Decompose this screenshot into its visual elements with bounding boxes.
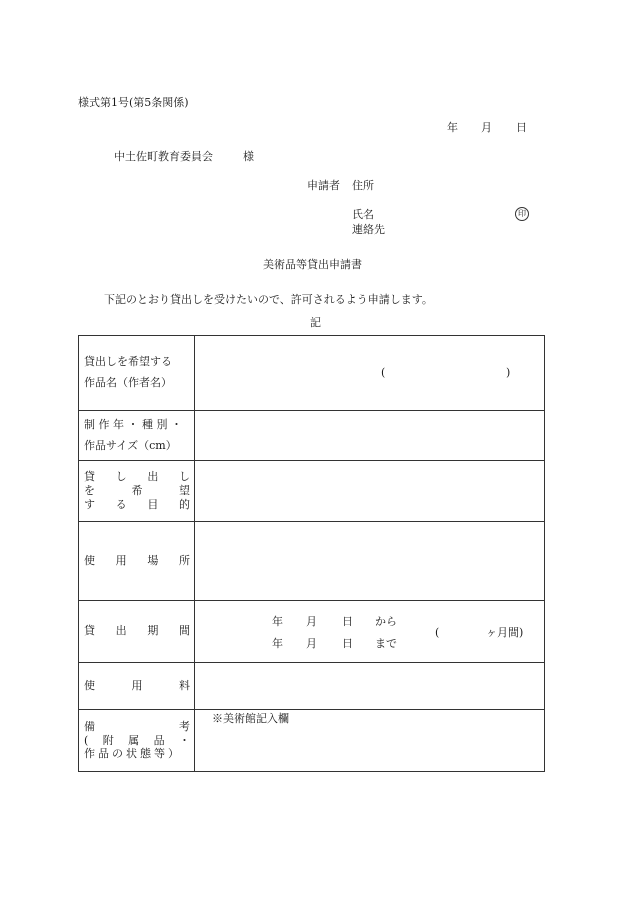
- row-purpose: [79, 461, 545, 522]
- purpose-char: し: [115, 470, 127, 484]
- field-remarks[interactable]: [195, 710, 545, 772]
- row-place: [79, 522, 545, 601]
- applicant-label: 申請者: [307, 179, 340, 192]
- period-end-suffix: まで: [375, 637, 397, 650]
- row-production: [79, 411, 545, 461]
- label-period: [79, 601, 195, 663]
- document-title: 美術品等貸出申請書: [263, 258, 362, 271]
- purpose-char: 出: [147, 470, 159, 484]
- remarks-char: 考: [179, 719, 190, 733]
- period-char: 出: [115, 624, 127, 638]
- artwork-paren-open: (: [381, 366, 386, 379]
- addressee: 中土佐町教育委員会: [114, 150, 213, 163]
- purpose-char: 的: [178, 497, 190, 511]
- label-artwork: [79, 336, 195, 411]
- place-char: 所: [178, 553, 190, 567]
- label-production-line1: 制 作 年 ・ 種 別 ・: [84, 417, 182, 431]
- label-period-line: [84, 621, 190, 642]
- period-start-month: 月: [306, 615, 317, 628]
- period-end-month: 月: [306, 637, 317, 650]
- label-purpose: [79, 461, 195, 522]
- period-start-year: 年: [272, 615, 283, 628]
- name-label: 氏名: [352, 208, 374, 221]
- row-artwork: [79, 336, 545, 411]
- remarks-char: ・: [178, 733, 190, 747]
- purpose-char: し: [178, 470, 190, 484]
- label-fee: [79, 663, 195, 710]
- contact-label: 連絡先: [352, 223, 385, 236]
- addressee-honorific: 様: [243, 150, 254, 163]
- remarks-note: ※美術館記入欄: [212, 712, 289, 725]
- fee-char: 料: [179, 678, 190, 692]
- fee-char: 用: [131, 678, 143, 692]
- field-production[interactable]: [195, 411, 545, 461]
- seal-mark: 印: [515, 207, 529, 221]
- period-end-year: 年: [272, 637, 283, 650]
- label-remarks-line2: [84, 734, 190, 748]
- purpose-char: る: [115, 497, 127, 511]
- date-year-label: 年: [447, 121, 458, 134]
- label-purpose-line1: [84, 470, 190, 484]
- purpose-char: す: [84, 497, 95, 511]
- artwork-paren-close: ): [506, 366, 511, 379]
- remarks-char: (: [84, 733, 89, 747]
- label-place-line: [84, 551, 190, 572]
- place-char: 場: [147, 553, 159, 567]
- purpose-char: を: [84, 484, 95, 498]
- date-month-label: 月: [481, 121, 492, 134]
- place-char: 用: [115, 553, 127, 567]
- row-remarks: [79, 710, 545, 772]
- remarks-char: 附: [102, 733, 114, 747]
- record-mark: 記: [310, 316, 321, 329]
- intro-text: 下記のとおり貸出しを受けたいので、許可されるよう申請します。: [104, 293, 433, 306]
- field-period[interactable]: [195, 601, 545, 663]
- remarks-char: 備: [84, 719, 95, 733]
- purpose-char: 貸: [84, 470, 95, 484]
- remarks-char: 属: [128, 733, 140, 747]
- field-purpose[interactable]: [195, 461, 545, 522]
- period-months-close: ヶ月間): [486, 626, 524, 639]
- row-fee: [79, 663, 545, 710]
- field-place[interactable]: [195, 522, 545, 601]
- label-production-line2: 作品サイズ（cm）: [84, 438, 177, 452]
- period-start-day: 日: [342, 615, 353, 628]
- label-remarks: [79, 710, 195, 772]
- label-remarks-line1: [84, 720, 190, 734]
- label-artwork-line2: 作品名（作者名）: [84, 376, 172, 389]
- row-period: [79, 601, 545, 663]
- period-char: 期: [147, 624, 159, 638]
- label-purpose-line2: [84, 484, 190, 498]
- label-fee-line: [84, 676, 190, 697]
- label-artwork-line1: 貸出しを希望する: [84, 355, 172, 369]
- field-artwork[interactable]: [195, 336, 545, 411]
- purpose-char: 希: [131, 484, 143, 498]
- period-start-suffix: から: [375, 615, 397, 628]
- place-char: 使: [84, 553, 95, 567]
- label-production: [79, 411, 195, 461]
- application-table: [78, 335, 545, 772]
- fee-char: 使: [84, 678, 95, 692]
- label-remarks-line3: 作品の状態等）: [84, 747, 182, 761]
- period-char: 間: [178, 624, 190, 638]
- address-label: 住所: [352, 179, 374, 192]
- remarks-char: 品: [153, 733, 165, 747]
- purpose-char: 望: [179, 484, 190, 498]
- period-months-open: (: [435, 626, 440, 639]
- period-char: 貸: [84, 624, 95, 638]
- field-fee[interactable]: [195, 663, 545, 710]
- label-place: [79, 522, 195, 601]
- label-purpose-line3: [84, 498, 190, 512]
- purpose-char: 目: [147, 497, 159, 511]
- form-number: 様式第1号(第5条関係): [78, 96, 189, 109]
- period-end-day: 日: [342, 637, 353, 650]
- date-day-label: 日: [516, 121, 527, 134]
